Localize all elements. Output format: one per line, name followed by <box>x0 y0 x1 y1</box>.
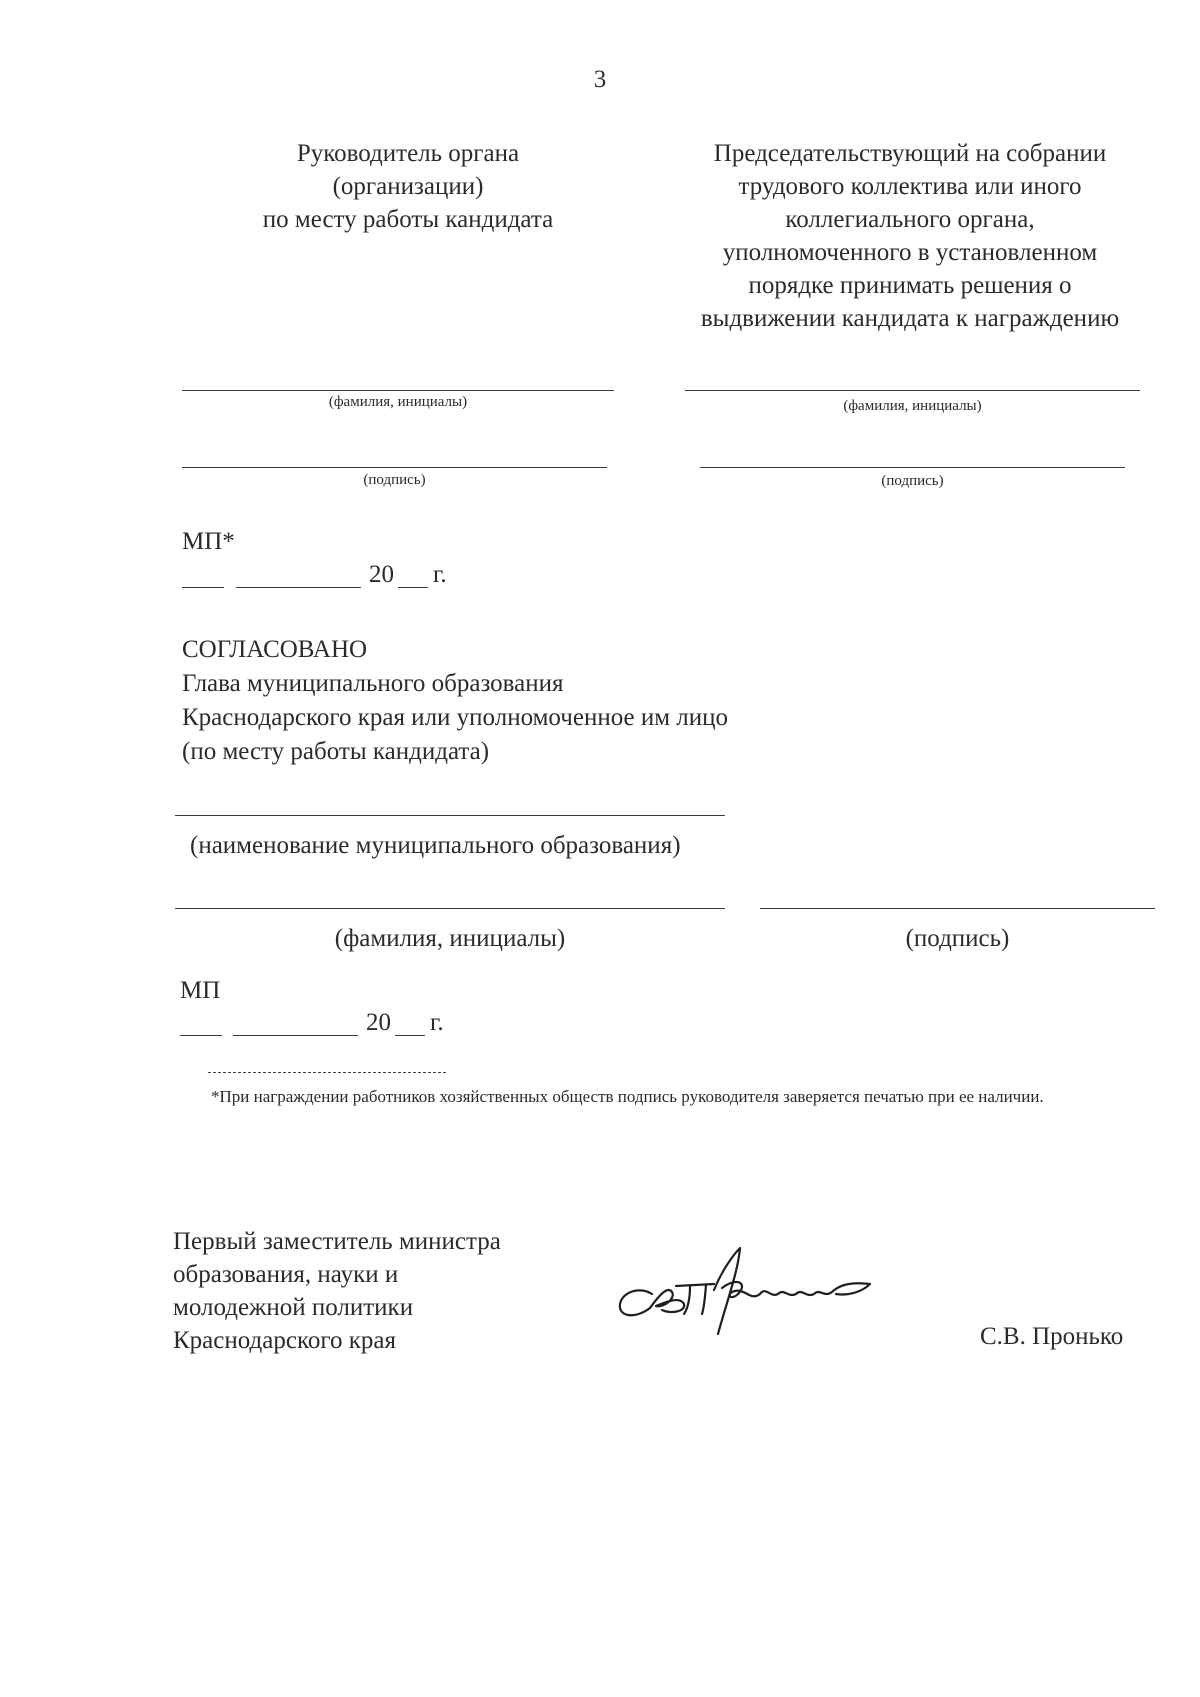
signatory-position <box>173 1225 501 1357</box>
approval-line: Краснодарского края или уполномоченное им лицо <box>182 704 729 731</box>
date-year-line <box>395 1035 425 1036</box>
page-number: 3 <box>593 66 607 93</box>
right-title-line: порядке принимать решения о <box>748 272 1072 299</box>
approval-line: (по месту работы кандидата) <box>182 738 490 765</box>
date-year-suffix: г. <box>433 561 447 588</box>
left-name-line <box>182 390 614 391</box>
right-sign-line <box>700 467 1125 468</box>
signatory-position-line: Краснодарского края <box>173 1327 396 1354</box>
signatory-position-line: молодежной политики <box>173 1294 414 1321</box>
footnote-separator <box>208 1072 446 1073</box>
seal-label: МП <box>180 977 221 1004</box>
left-title-line: Руководитель органа <box>296 140 520 167</box>
date-year-prefix: 20 <box>366 1009 391 1036</box>
date-year-suffix: г. <box>430 1009 444 1036</box>
left-column-title <box>208 137 608 236</box>
right-title-line: трудового коллектива или иного <box>738 173 1082 200</box>
right-title-line: Председательствующий на собрании <box>713 140 1107 167</box>
signatory-position-line: Первый заместитель министра <box>173 1228 501 1255</box>
approval-sign-line <box>760 908 1155 909</box>
approval-sign-caption: (подпись) <box>905 925 1010 952</box>
left-name-caption: (фамилия, инициалы) <box>328 394 468 410</box>
date-day-line <box>182 587 224 588</box>
approval-line: Глава муниципального образования <box>182 670 564 697</box>
right-column-title <box>660 137 1160 335</box>
right-title-line: коллегиального органа, <box>785 206 1035 233</box>
right-name-line <box>685 390 1140 391</box>
left-sign-line <box>182 467 607 468</box>
right-title-line: выдвижении кандидата к награждению <box>700 305 1120 332</box>
signatory-position-line: образования, науки и <box>173 1261 399 1288</box>
date-year-prefix: 20 <box>369 561 394 588</box>
left-title-line: по месту работы кандидата <box>262 206 554 233</box>
right-title-line: уполномоченного в установленном <box>722 239 1098 266</box>
handwritten-signature <box>610 1242 900 1337</box>
right-sign-caption: (подпись) <box>881 473 944 489</box>
date-month-line <box>236 587 361 588</box>
left-sign-caption: (подпись) <box>363 472 426 488</box>
date-year-line <box>398 587 428 588</box>
approval-heading: СОГЛАСОВАНО <box>182 636 368 663</box>
footnote-text: *При награждении работников хозяйственных обществ подпись руководителя заверяется печатью при ее наличии. <box>211 1087 1044 1106</box>
approval-name-line <box>175 908 725 909</box>
municipality-caption: (наименование муниципального образования) <box>190 832 681 859</box>
date-day-line <box>180 1035 222 1036</box>
seal-label: МП* <box>182 528 235 555</box>
municipality-line <box>175 815 725 816</box>
right-name-caption: (фамилия, инициалы) <box>843 398 982 414</box>
date-month-line <box>233 1035 358 1036</box>
approval-name-caption: (фамилия, инициалы) <box>334 925 566 952</box>
left-title-line: (организации) <box>332 173 484 200</box>
signatory-name: С.В. Пронько <box>980 1323 1124 1350</box>
